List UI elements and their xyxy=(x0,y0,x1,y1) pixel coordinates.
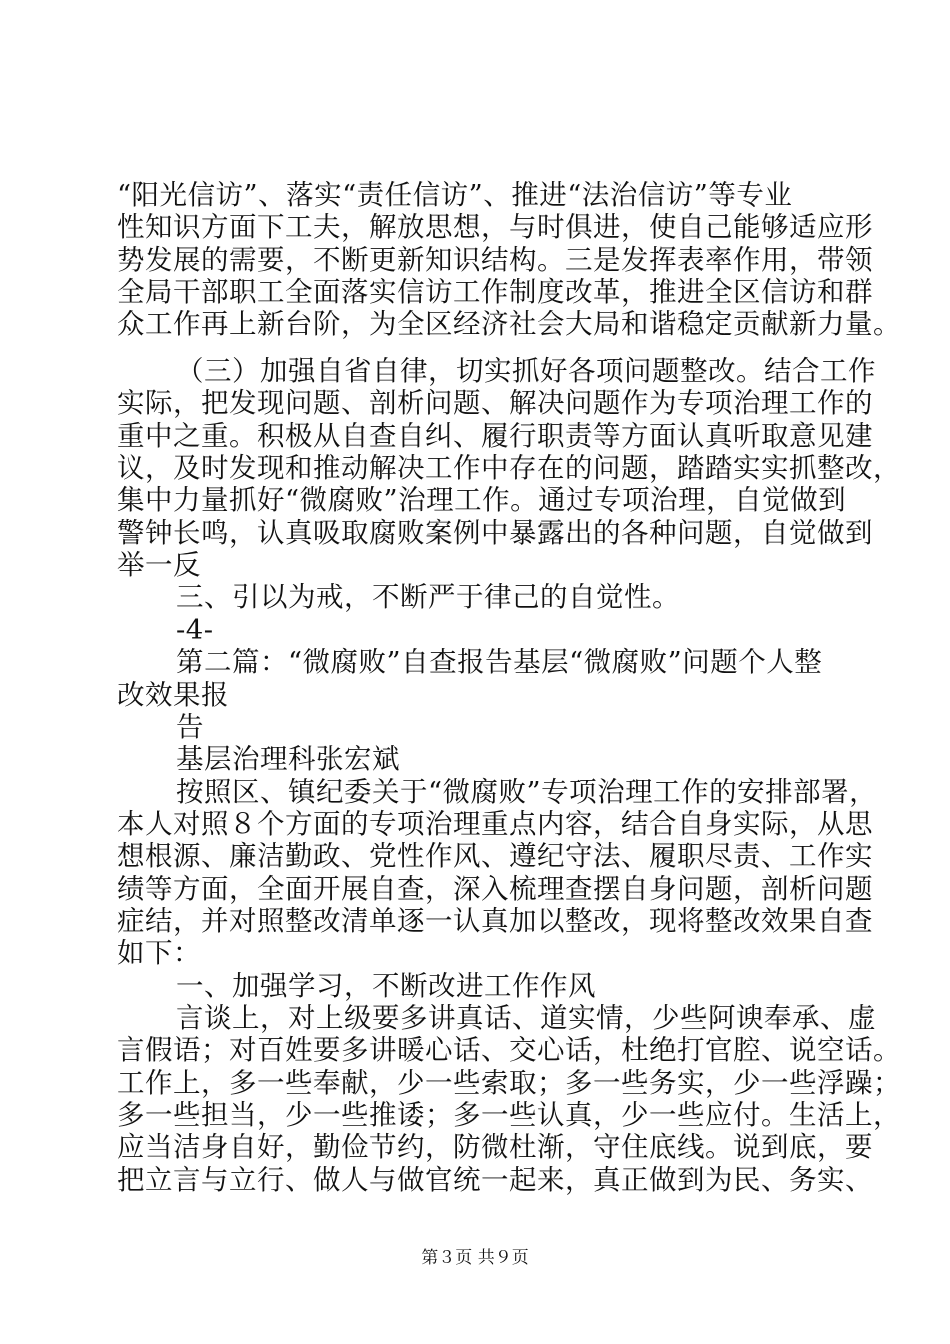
body-line: 三、引以为戒，不断严于律己的自觉性。 xyxy=(176,581,680,613)
body-line: 势发展的需要，不断更新知识结构。三是发挥表率作用，带领 xyxy=(117,244,873,276)
body-line: “阳光信访”、落实“责任信访”、推进“法治信访”等专业 xyxy=(117,179,793,211)
body-line: 本人对照８个方面的专项治理重点内容，结合自身实际，从思 xyxy=(117,808,873,840)
body-line: 把立言与立行、做人与做官统一起来，真正做到为民、务实、 xyxy=(117,1164,873,1196)
body-line: 绩等方面，全面开展自查，深入梳理查摆自身问题，剖析问题 xyxy=(117,873,873,905)
body-line: 众工作再上新台阶，为全区经济社会大局和谐稳定贡献新力量。 xyxy=(117,308,901,340)
body-line: 重中之重。积极从自查自纠、履行职责等方面认真听取意见建 xyxy=(117,420,873,452)
body-line: 言假语；对百姓要多讲暖心话、交心话，杜绝打官腔、说空话。 xyxy=(117,1034,901,1066)
body-line: 警钟长鸣，认真吸取腐败案例中暴露出的各种问题，自觉做到 xyxy=(117,517,873,549)
body-line: 应当洁身自好，勤俭节约，防微杜渐，守住底线。说到底，要 xyxy=(117,1131,873,1163)
subheading: 一、加强学习，不断改进工作作风 xyxy=(176,970,596,1002)
body-line: 言谈上，对上级要多讲真话、道实情，少些阿谀奉承、虚 xyxy=(176,1002,876,1034)
body-line: 实际，把发现问题、剖析问题、解决问题作为专项治理工作的 xyxy=(117,387,873,419)
body-line: 全局干部职工全面落实信访工作制度改革，推进全区信访和群 xyxy=(117,276,873,308)
body-line: 如下： xyxy=(117,937,201,969)
author-line: 基层治理科张宏斌 xyxy=(176,743,400,775)
body-line: 症结，并对照整改清单逐一认真加以整改，现将整改效果自查 xyxy=(117,905,873,937)
section-title: 改效果报 xyxy=(117,679,229,711)
page-footer: 第３页 共９页 xyxy=(421,1248,529,1268)
body-line: 想根源、廉洁勤政、党性作风、遵纪守法、履职尽责、工作实 xyxy=(117,840,873,872)
body-line: 性知识方面下工夫，解放思想，与时俱进，使自己能够适应形 xyxy=(117,211,873,243)
body-line: 议，及时发现和推动解决工作中存在的问题，踏踏实实抓整改， xyxy=(117,452,901,484)
section-title: 第二篇：“微腐败”自查报告基层“微腐败”问题个人整 xyxy=(176,646,823,678)
page-marker: -4- xyxy=(176,614,214,646)
body-line: 举一反 xyxy=(117,549,201,581)
body-line: 多一些担当，少一些推诿；多一些认真，少一些应付。生活上， xyxy=(117,1099,901,1131)
section-title: 告 xyxy=(176,711,204,743)
body-line: （三）加强自省自律，切实抓好各项问题整改。结合工作 xyxy=(176,355,876,387)
body-line: 工作上，多一些奉献，少一些索取；多一些务实，少一些浮躁； xyxy=(117,1067,901,1099)
body-line: 按照区、镇纪委关于“微腐败”专项治理工作的安排部署， xyxy=(176,776,878,808)
body-line: 集中力量抓好“微腐败”治理工作。通过专项治理，自觉做到 xyxy=(117,484,847,516)
